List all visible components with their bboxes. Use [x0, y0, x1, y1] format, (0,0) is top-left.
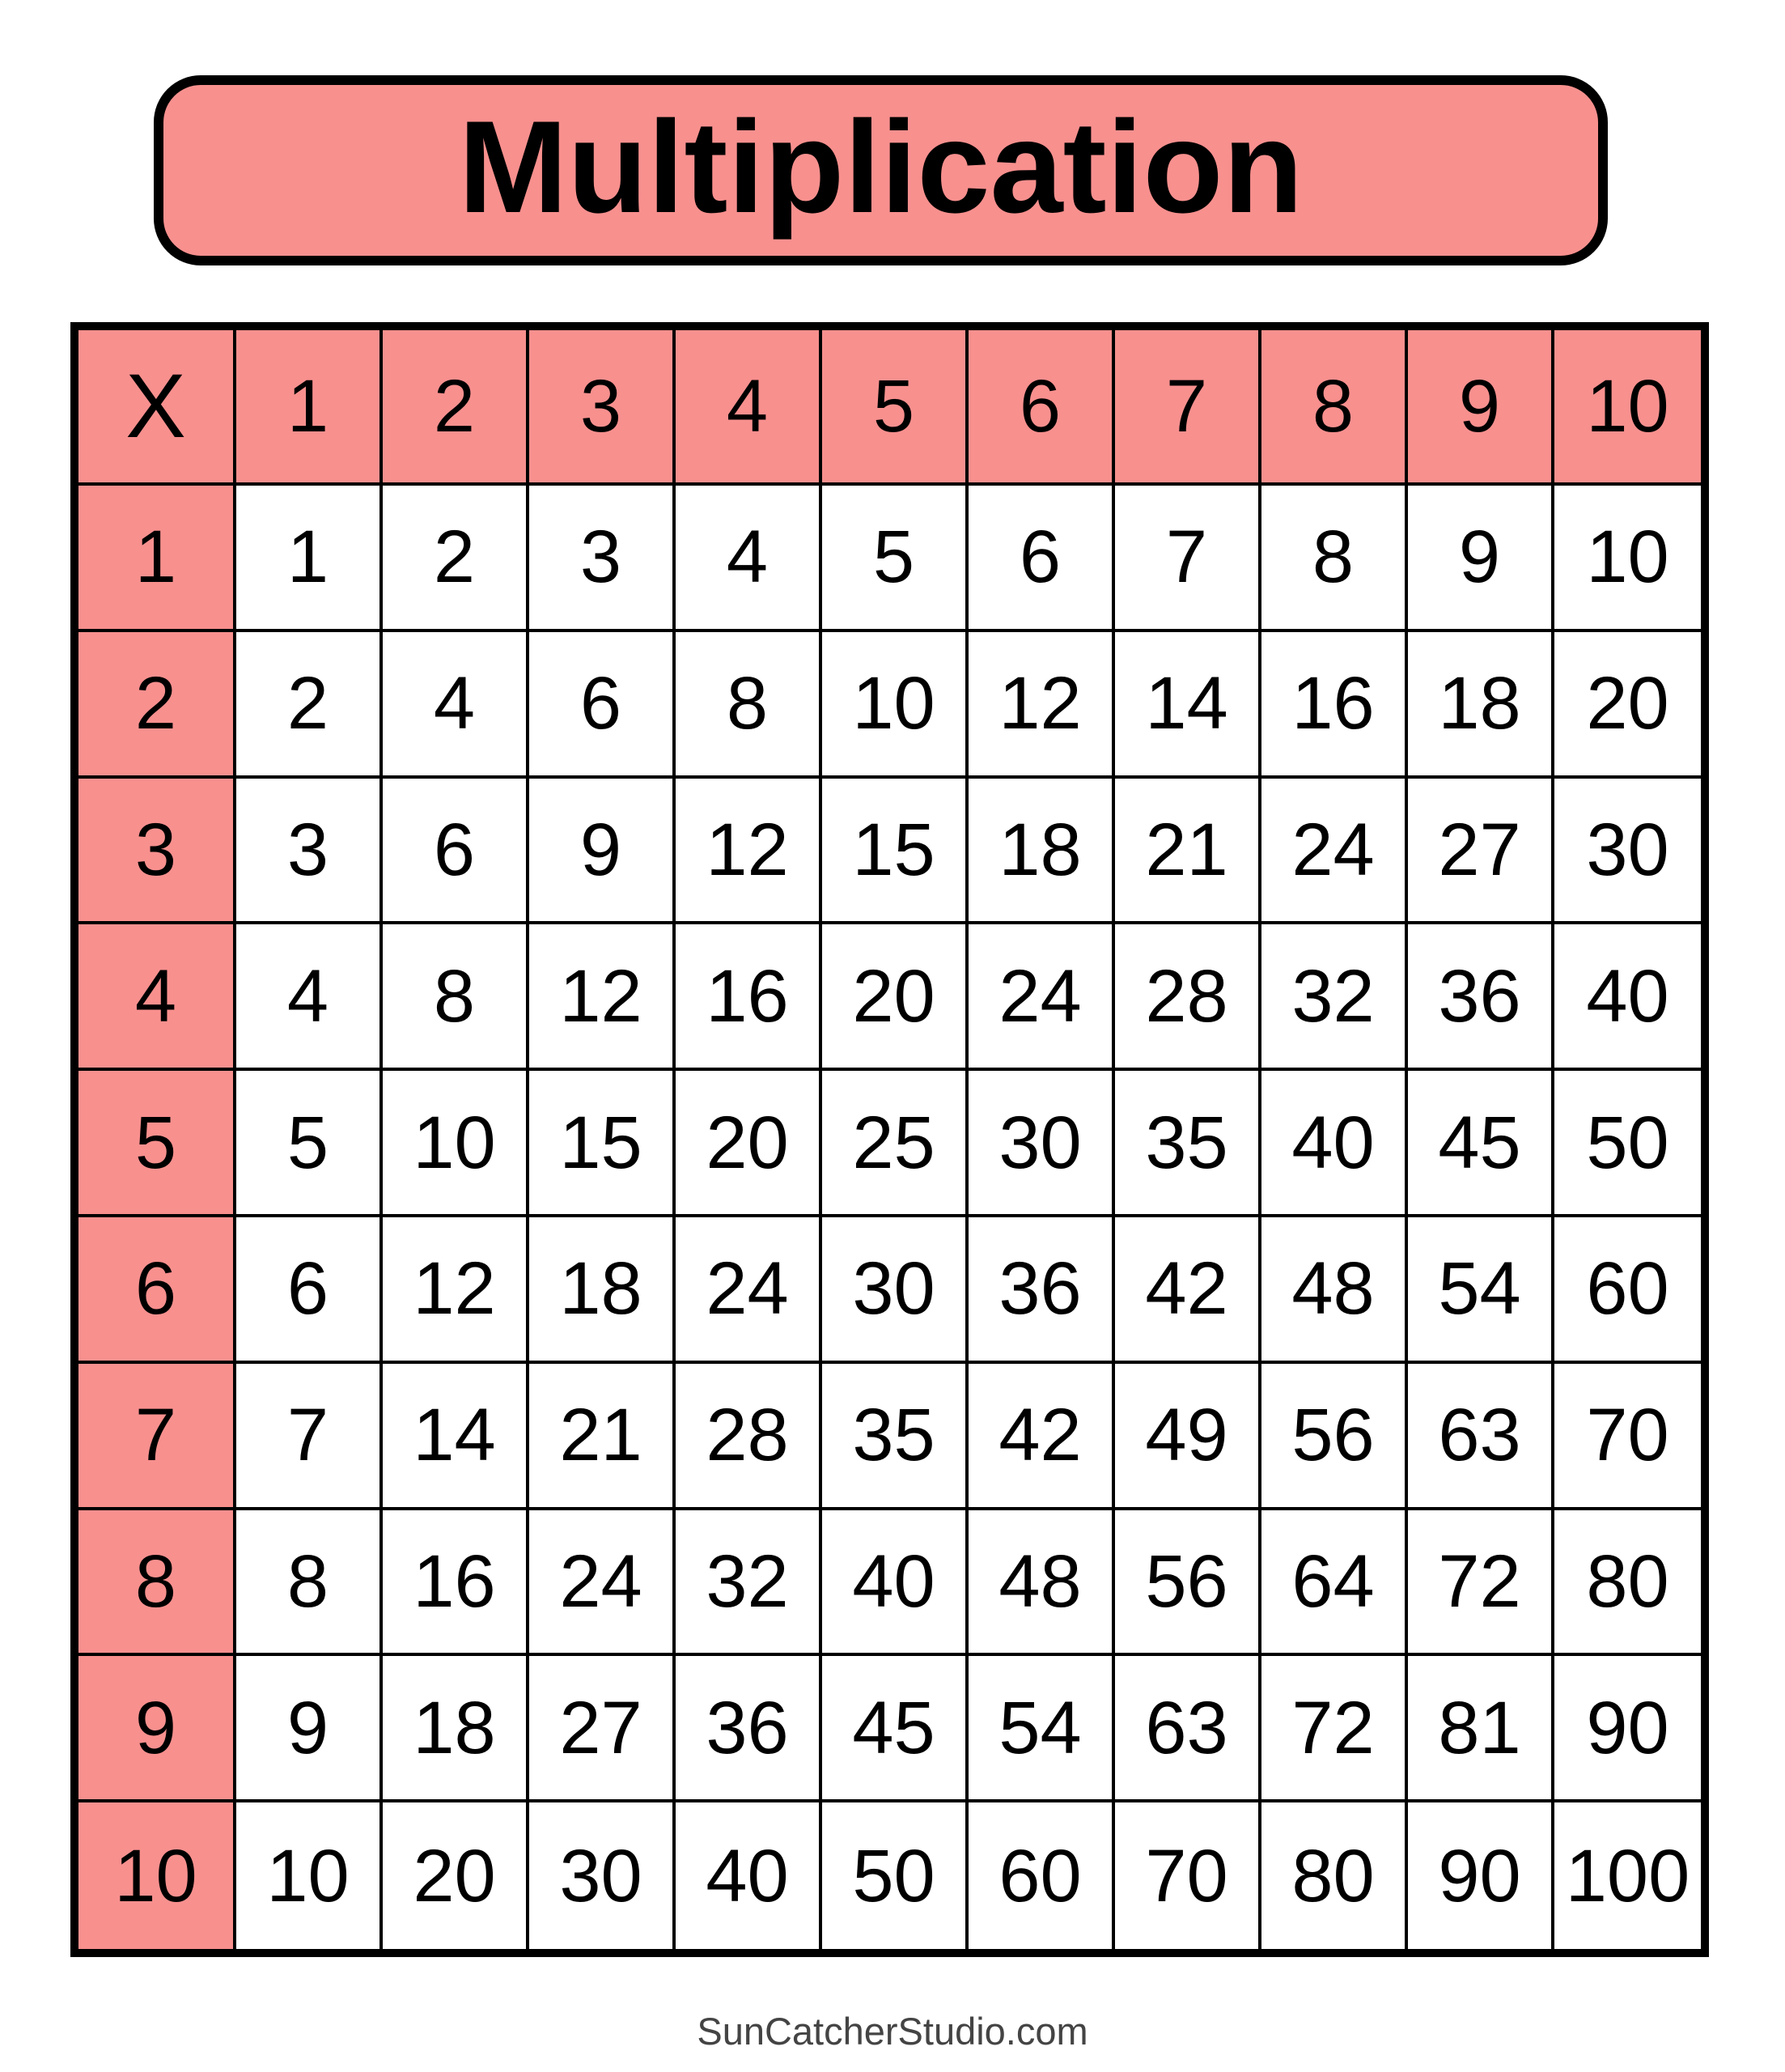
product-cell: 25	[822, 1071, 969, 1217]
product-cell: 35	[1115, 1071, 1261, 1217]
product-cell: 16	[1261, 632, 1408, 779]
product-cell: 4	[383, 632, 529, 779]
product-cell: 10	[236, 1802, 383, 1949]
row-header-cell: 4	[78, 924, 236, 1071]
product-cell: 2	[383, 486, 529, 632]
product-cell: 70	[1115, 1802, 1261, 1949]
product-cell: 20	[822, 924, 969, 1071]
product-cell: 9	[236, 1656, 383, 1802]
product-cell: 5	[822, 486, 969, 632]
product-cell: 20	[676, 1071, 822, 1217]
product-cell: 24	[676, 1217, 822, 1364]
product-cell: 14	[383, 1364, 529, 1510]
product-cell: 90	[1408, 1802, 1554, 1949]
column-header-cell: 5	[822, 330, 969, 486]
footer-website-text: SunCatcherStudio.com	[697, 2010, 1088, 2053]
product-cell: 6	[236, 1217, 383, 1364]
product-cell: 24	[529, 1510, 676, 1657]
product-cell: 8	[383, 924, 529, 1071]
product-cell: 9	[529, 779, 676, 925]
product-cell: 21	[529, 1364, 676, 1510]
product-cell: 24	[1261, 779, 1408, 925]
product-cell: 80	[1554, 1510, 1701, 1657]
product-cell: 50	[822, 1802, 969, 1949]
product-cell: 8	[676, 632, 822, 779]
product-cell: 45	[822, 1656, 969, 1802]
product-cell: 12	[969, 632, 1115, 779]
product-cell: 60	[1554, 1217, 1701, 1364]
row-header-cell: 2	[78, 632, 236, 779]
product-cell: 35	[822, 1364, 969, 1510]
column-header-cell: 1	[236, 330, 383, 486]
product-cell: 27	[1408, 779, 1554, 925]
column-header-cell: 7	[1115, 330, 1261, 486]
product-cell: 24	[969, 924, 1115, 1071]
product-cell: 7	[1115, 486, 1261, 632]
product-cell: 30	[969, 1071, 1115, 1217]
product-cell: 14	[1115, 632, 1261, 779]
product-cell: 40	[1261, 1071, 1408, 1217]
page-title: Multiplication	[458, 93, 1304, 240]
product-cell: 12	[676, 779, 822, 925]
column-header-cell: 10	[1554, 330, 1701, 486]
product-cell: 18	[529, 1217, 676, 1364]
product-cell: 10	[822, 632, 969, 779]
product-cell: 15	[822, 779, 969, 925]
multiplication-table	[70, 322, 1709, 1957]
product-cell: 45	[1408, 1071, 1554, 1217]
corner-cell: X	[78, 330, 236, 486]
product-cell: 70	[1554, 1364, 1701, 1510]
product-cell: 2	[236, 632, 383, 779]
row-header-cell: 1	[78, 486, 236, 632]
product-cell: 9	[1408, 486, 1554, 632]
product-cell: 60	[969, 1802, 1115, 1949]
product-cell: 81	[1408, 1656, 1554, 1802]
row-header-cell: 8	[78, 1510, 236, 1657]
product-cell: 18	[969, 779, 1115, 925]
product-cell: 6	[969, 486, 1115, 632]
product-cell: 54	[1408, 1217, 1554, 1364]
product-cell: 63	[1408, 1364, 1554, 1510]
product-cell: 16	[383, 1510, 529, 1657]
product-cell: 10	[1554, 486, 1701, 632]
product-cell: 42	[969, 1364, 1115, 1510]
product-cell: 8	[1261, 486, 1408, 632]
product-cell: 21	[1115, 779, 1261, 925]
product-cell: 40	[822, 1510, 969, 1657]
row-header-cell: 3	[78, 779, 236, 925]
product-cell: 56	[1261, 1364, 1408, 1510]
product-cell: 56	[1115, 1510, 1261, 1657]
row-header-cell: 10	[78, 1802, 236, 1949]
column-header-cell: 8	[1261, 330, 1408, 486]
product-cell: 3	[236, 779, 383, 925]
product-cell: 18	[383, 1656, 529, 1802]
product-cell: 1	[236, 486, 383, 632]
product-cell: 80	[1261, 1802, 1408, 1949]
row-header-cell: 5	[78, 1071, 236, 1217]
product-cell: 4	[676, 486, 822, 632]
product-cell: 15	[529, 1071, 676, 1217]
product-cell: 32	[1261, 924, 1408, 1071]
product-cell: 32	[676, 1510, 822, 1657]
product-cell: 72	[1408, 1510, 1554, 1657]
product-cell: 36	[676, 1656, 822, 1802]
product-cell: 30	[822, 1217, 969, 1364]
product-cell: 4	[236, 924, 383, 1071]
product-cell: 49	[1115, 1364, 1261, 1510]
product-cell: 28	[676, 1364, 822, 1510]
row-header-cell: 7	[78, 1364, 236, 1510]
product-cell: 64	[1261, 1510, 1408, 1657]
product-cell: 16	[676, 924, 822, 1071]
product-cell: 8	[236, 1510, 383, 1657]
product-cell: 63	[1115, 1656, 1261, 1802]
product-cell: 18	[1408, 632, 1554, 779]
product-cell: 3	[529, 486, 676, 632]
product-cell: 6	[383, 779, 529, 925]
product-cell: 28	[1115, 924, 1261, 1071]
column-header-cell: 6	[969, 330, 1115, 486]
product-cell: 6	[529, 632, 676, 779]
product-cell: 72	[1261, 1656, 1408, 1802]
product-cell: 12	[529, 924, 676, 1071]
product-cell: 48	[1261, 1217, 1408, 1364]
title-banner	[154, 75, 1608, 265]
product-cell: 42	[1115, 1217, 1261, 1364]
product-cell: 36	[969, 1217, 1115, 1364]
row-header-cell: 9	[78, 1656, 236, 1802]
product-cell: 20	[383, 1802, 529, 1949]
product-cell: 40	[676, 1802, 822, 1949]
column-header-cell: 3	[529, 330, 676, 486]
column-header-cell: 4	[676, 330, 822, 486]
column-header-cell: 2	[383, 330, 529, 486]
product-cell: 30	[1554, 779, 1701, 925]
product-cell: 48	[969, 1510, 1115, 1657]
product-cell: 27	[529, 1656, 676, 1802]
product-cell: 12	[383, 1217, 529, 1364]
product-cell: 5	[236, 1071, 383, 1217]
product-cell: 7	[236, 1364, 383, 1510]
product-cell: 90	[1554, 1656, 1701, 1802]
product-cell: 10	[383, 1071, 529, 1217]
product-cell: 20	[1554, 632, 1701, 779]
product-cell: 36	[1408, 924, 1554, 1071]
row-header-cell: 6	[78, 1217, 236, 1364]
product-cell: 54	[969, 1656, 1115, 1802]
column-header-cell: 9	[1408, 330, 1554, 486]
product-cell: 100	[1554, 1802, 1701, 1949]
product-cell: 30	[529, 1802, 676, 1949]
product-cell: 40	[1554, 924, 1701, 1071]
product-cell: 50	[1554, 1071, 1701, 1217]
